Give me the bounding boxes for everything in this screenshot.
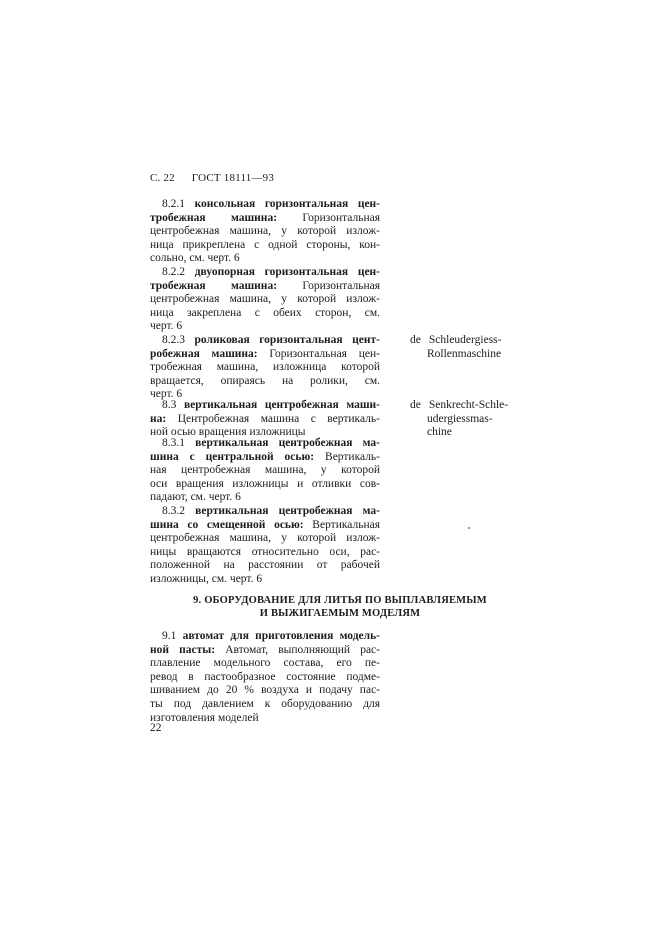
translation-de-1 (410, 334, 501, 361)
translation-line: Schleudergiess- (428, 334, 502, 346)
entry-line: изложницы, см. черт. 6 (150, 572, 263, 585)
page-number: 22 (150, 722, 162, 734)
standard-label: ГОСТ 18111—93 (191, 172, 275, 184)
entry-line: 9.1 автомат для приготовления модель- (162, 630, 380, 642)
entry-line: 8.3 вертикальная центробежная маши- (162, 399, 380, 411)
entry-line: положенной на расстоянии от рабочей (150, 559, 380, 572)
entry-line: 8.2.3 роликовая горизонтальная цент- (162, 334, 380, 346)
entry-line: шина с центральной осью: Вертикаль- (150, 450, 380, 463)
entry-line: вращается, опираясь на ролики, см. (150, 374, 380, 387)
entry-line: ницы вращаются относительно оси, рас- (150, 545, 380, 558)
entry-line: сольно, см. черт. 6 (150, 252, 240, 265)
entry-line: 8.2.2 двуопорная горизонтальная цен- (162, 266, 380, 278)
entry-line: 8.2.1 консольная горизонтальная цен- (162, 198, 380, 210)
entry-line: черт. 6 (150, 320, 183, 333)
section-heading (150, 594, 530, 620)
entry-line: шиванием до 20 % воздуха и подачу пас- (150, 684, 380, 697)
entry-line: центробежная машина, у которой излож- (150, 225, 380, 238)
entry-line: оси вращения изложницы и отливки сов- (150, 477, 380, 490)
term-entry-8-2-1 (150, 198, 380, 266)
term-entry-8-3-1 (150, 437, 380, 505)
entry-line: 8.3.1 вертикальная центробежная ма- (162, 437, 380, 449)
entry-line: ревод в пастообразное состояние подме- (150, 670, 380, 683)
section-heading-line-2: И ВЫЖИГАЕМЫМ МОДЕЛЯМ (259, 608, 421, 619)
term-entry-8-3-2 (150, 505, 380, 587)
translation-line: Rollenmaschine (427, 347, 502, 360)
entry-line: тробежная машина: Горизонтальная (150, 279, 380, 292)
entry-line: ница прикреплена с одной стороны, кон- (150, 238, 380, 251)
entry-line: тробежная машина, изложница которой (150, 361, 380, 374)
translation-line: Senkrecht-Schle- (428, 399, 509, 411)
entry-line: центробежная машина, у которой излож- (150, 293, 380, 306)
translation-de-2 (410, 399, 508, 440)
entry-line: центробежная машина, у которой излож- (150, 532, 380, 545)
term-entry-8-2-2 (150, 266, 380, 334)
page-header (150, 172, 274, 184)
entry-line: на: Центробежная машина с вертикаль- (150, 412, 380, 425)
entry-line: 8.3.2 вертикальная центробежная ма- (162, 505, 380, 517)
entry-line: ная центробежная машина, у которой (150, 464, 380, 477)
section-heading-line-1: 9. ОБОРУДОВАНИЕ ДЛЯ ЛИТЬЯ ПО ВЫПЛАВЛЯЕМЫМ (193, 595, 487, 606)
term-entry-8-2-3 (150, 334, 380, 402)
term-entry-9-1 (150, 630, 380, 725)
lang-code: de (410, 334, 421, 346)
entry-line: падают, см. черт. 6 (150, 491, 241, 504)
entry-line: тробежная машина: Горизонтальная (150, 211, 380, 224)
lang-code: de (410, 399, 421, 411)
page-label: С. 22 (150, 172, 175, 184)
entry-line: ты под давлением к оборудованию для (150, 697, 380, 710)
entry-line: ной пасты: Автомат, выполняющий рас- (150, 643, 380, 656)
entry-line: плавление модельного состава, его пе- (150, 657, 380, 670)
entry-line: черт. 6 (150, 388, 183, 401)
translation-line: chine (427, 426, 452, 439)
entry-line: ница закреплена с обеих сторон, см. (150, 306, 380, 319)
entry-line: шина со смещенной осью: Вертикальная (150, 518, 380, 531)
term-entry-8-3 (150, 399, 380, 440)
translation-line: udergiessmas- (427, 412, 493, 425)
entry-line: робежная машина: Горизонтальная цен- (150, 347, 380, 360)
speck (468, 527, 470, 529)
entry-line: изготовления моделей (150, 711, 259, 724)
entry-line: ной осью вращения изложницы (150, 426, 306, 439)
